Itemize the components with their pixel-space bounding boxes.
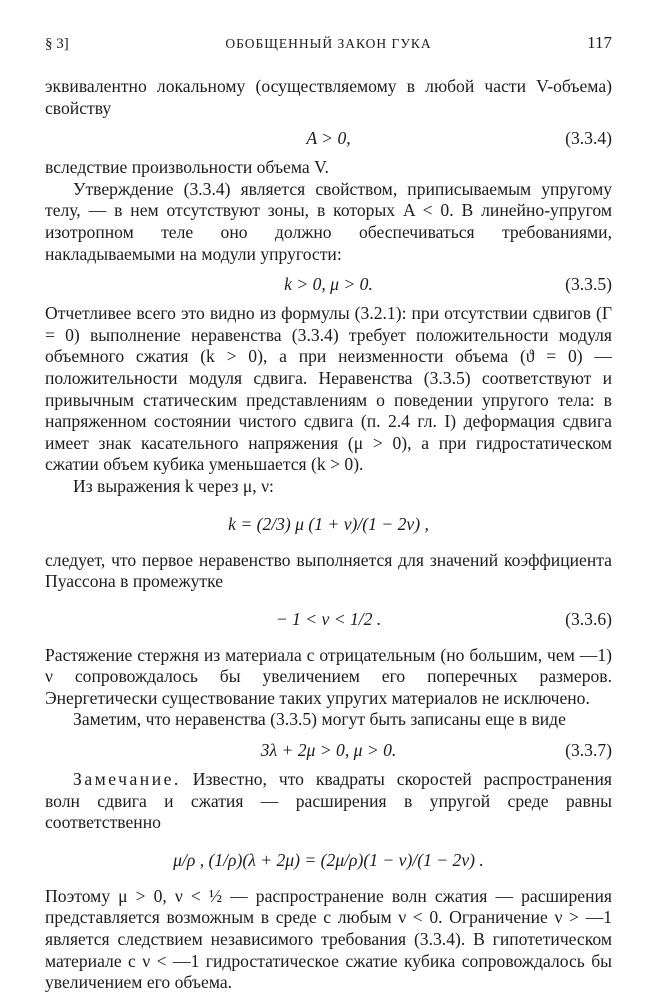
equation-3-3-6 <box>45 593 612 645</box>
equation-3-3-4 <box>45 119 612 157</box>
equation-wave-speeds <box>45 834 612 886</box>
equation-formula: − 1 < ν < 1/2 . <box>275 608 382 629</box>
equation-3-3-7 <box>45 731 612 769</box>
paragraph-6: следует, что первое неравенство выполняется для значений коэффициента Пуассона в промежутке <box>45 549 612 592</box>
paragraph-5: Из выражения k через μ, ν: <box>73 475 274 496</box>
running-header <box>45 32 612 56</box>
equation-formula: 3λ + 2μ > 0, μ > 0. <box>260 740 397 761</box>
equation-formula: k > 0, μ > 0. <box>284 274 373 295</box>
equation-number: (3.3.7) <box>565 740 612 761</box>
equation-formula: A > 0, <box>306 128 351 149</box>
page-body <box>45 76 612 994</box>
paragraph-7: Растяжение стержня из материала с отрицательным (но большим, чем —1) ν сопровождалось бы увеличением его поперечных размеров. Энергетически существование таких упругих материалов не исключено. <box>45 644 612 708</box>
chapter-title: ОБОБЩЕННЫЙ ЗАКОН ГУКА <box>225 36 432 51</box>
section-marker: § 3] <box>45 36 69 52</box>
equation-formula: k = (2/3) μ (1 + ν)/(1 − 2ν) , <box>228 513 429 534</box>
equation-3-3-5 <box>45 265 612 303</box>
paragraph-3: Утверждение (3.3.4) является свойством, приписываемым упругому телу, — в нем отсутствуют зоны, в которых A < 0. В линейно-упругом изотропном теле оно должно обеспечиваться требованиями, накладываемыми на модули упругости: <box>45 178 612 264</box>
remark-label: Замечание. <box>73 769 181 790</box>
equation-k-via-mu-nu <box>45 498 612 550</box>
remark-text: Известно, что квадраты скоростей распространения волн сдвига и сжатия — расширения в упругой среде равны соответственно <box>45 769 613 833</box>
paragraph-10: Поэтому μ > 0, ν < ½ — распространение волн сжатия — расширения представляется возможным в среде с любым ν < 0. Ограничение ν > —1 является следствием независимого требования (3.3.4). В гипотетическом материале с ν < —1 гидростатическое сжатие кубика сопровождалось бы увеличением его объема. <box>45 885 612 993</box>
paragraph-1: эквивалентно локальному (осуществляемому в любой части V-объема) свойству <box>45 76 612 118</box>
equation-number: (3.3.4) <box>565 128 612 149</box>
equation-number: (3.3.6) <box>565 608 612 629</box>
paragraph-2: вследствие произвольности объема V. <box>45 157 329 178</box>
paragraph-4: Отчетливее всего это видно из формулы (3.2.1): при отсутствии сдвигов (Г = 0) выполнение неравенства (3.3.4) требует положительности модуля объемного сжатия (k > 0), а при неизменности объема (ϑ = 0) — положительности модуля сдвига. Неравенства (3.3.5) соответствуют и привычным статическим представлениям о поведении упругого тела: в напряженном состоянии чистого сдвига (п. 2.4 гл. I) деформация сдвига имеет знак касательного напряжения (μ > 0), а при гидростатическом сжатии объем кубика уменьшается (k > 0). <box>45 303 612 475</box>
page-number: 117 <box>587 33 612 52</box>
paragraph-9 <box>45 769 612 834</box>
equation-formula: μ/ρ , (1/ρ)(λ + 2μ) = (2μ/ρ)(1 − ν)/(1 − 2ν) . <box>173 849 484 870</box>
paragraph-8: Заметим, что неравенства (3.3.5) могут быть записаны еще в виде <box>73 709 566 730</box>
equation-number: (3.3.5) <box>565 274 612 295</box>
